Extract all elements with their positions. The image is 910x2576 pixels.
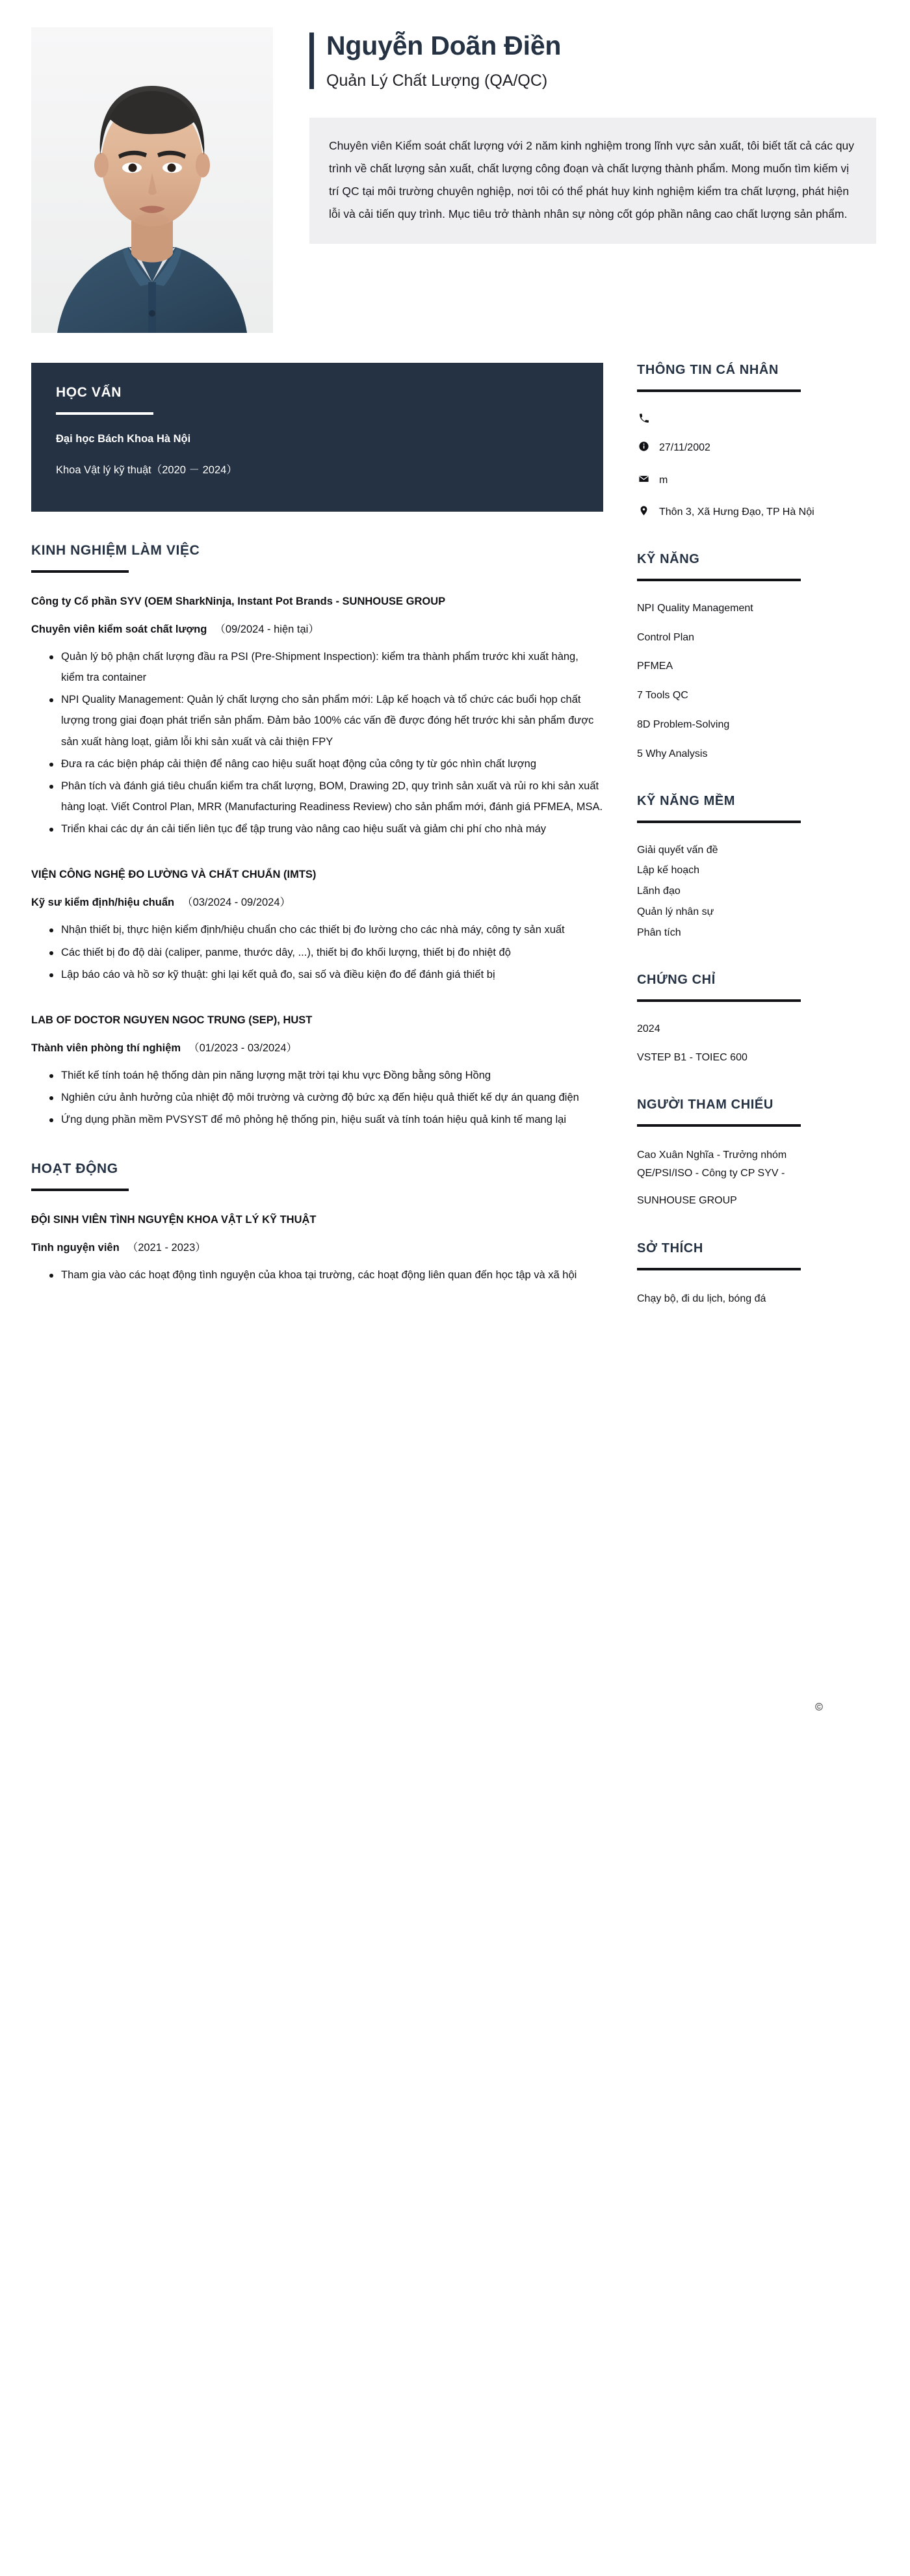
- job-bullet: Nhận thiết bị, thực hiện kiểm định/hiệu chuẩn cho các thiết bị đo lường cho các nhà máy, công ty sản xuất: [48, 919, 603, 940]
- job-bullets: [31, 919, 603, 985]
- job-title: Quản Lý Chất Lượng (QA/QC): [326, 72, 548, 90]
- soft-skills-heading: KỸ NĂNG MỀM: [637, 793, 736, 808]
- activity-bullets: [31, 1265, 603, 1285]
- job-bullet: Đưa ra các biện pháp cải thiện để nâng cao hiệu suất hoạt động của công ty từ góc nhìn chất lượng: [48, 754, 603, 774]
- job-period: （03/2024 - 09/2024）: [182, 897, 291, 909]
- contact-row-phone: [637, 412, 876, 424]
- job-company: Công ty Cổ phần SYV (OEM SharkNinja, Instant Pot Brands - SUNHOUSE GROUP: [31, 596, 446, 607]
- contact-row-email: [637, 472, 876, 489]
- job-role: Chuyên viên kiểm soát chất lượng: [31, 623, 207, 635]
- job-role-line: [31, 1039, 603, 1057]
- education-section: [31, 363, 603, 512]
- skills-rule: [637, 579, 801, 581]
- activity-bullet: Tham gia vào các hoạt động tình nguyện của khoa tại trường, các hoạt động liên quan đến học tập và xã hội: [48, 1265, 603, 1285]
- activity-period: （2021 - 2023）: [127, 1242, 206, 1254]
- certificate-detail: VSTEP B1 - TOIEC 600: [637, 1052, 748, 1064]
- list-item: NPI Quality Management: [637, 602, 753, 614]
- experience-item: [31, 592, 603, 839]
- certificates-list: [637, 1021, 876, 1067]
- soft-skills-rule: [637, 821, 801, 823]
- contact-birthdate-value: 27/11/2002: [659, 442, 710, 453]
- education-school: Đại học Bách Khoa Hà Nội: [56, 433, 191, 445]
- activity-role-line: [31, 1239, 603, 1257]
- references-rule: [637, 1124, 801, 1127]
- reference-line-3: SUNHOUSE GROUP: [637, 1195, 737, 1207]
- job-company: LAB OF DOCTOR NGUYEN NGOC TRUNG (SEP), HUST: [31, 1014, 313, 1026]
- copyright-icon: [814, 1702, 824, 1711]
- certificate-year: 2024: [637, 1023, 660, 1034]
- skills-section: [637, 552, 876, 763]
- personal-info-rule: [637, 389, 801, 392]
- job-bullet: Nghiên cứu ảnh hưởng của nhiệt độ môi trường và cường độ bức xạ đến hiệu quả thiết kế dự án quang điện: [48, 1087, 603, 1108]
- experience-item: [31, 1011, 603, 1130]
- references-section: [637, 1097, 876, 1210]
- activities-rule: [31, 1189, 129, 1191]
- hobbies-heading: SỞ THÍCH: [637, 1241, 703, 1256]
- list-item: Phân tích: [637, 927, 681, 938]
- page-title: Nguyễn Doãn Điền: [326, 31, 562, 60]
- personal-info-section: [637, 363, 876, 521]
- contact-address-value: Thôn 3, Xã Hưng Đạo, TP Hà Nội: [659, 506, 814, 518]
- list-item: 7 Tools QC: [637, 690, 688, 702]
- experience-heading: KINH NGHIỆM LÀM VIỆC: [31, 543, 200, 558]
- education-heading: HỌC VẤN: [56, 385, 122, 400]
- personal-info-list: [637, 412, 876, 521]
- activity-org: ĐỘI SINH VIÊN TÌNH NGUYỆN KHOA VẬT LÝ KỸ THUẬT: [31, 1214, 317, 1226]
- reference-line-1: Cao Xuân Nghĩa - Trưởng nhóm: [637, 1150, 787, 1161]
- reference-spacer: [637, 1183, 876, 1192]
- job-bullet: Ứng dụng phần mềm PVSYST để mô phỏng hệ thống pin, hiệu suất và tính toán hiệu quả kinh tế mang lại: [48, 1109, 603, 1130]
- activities-section: [31, 1161, 603, 1285]
- list-item: 8D Problem-Solving: [637, 718, 730, 730]
- profile-summary: Chuyên viên Kiểm soát chất lượng với 2 năm kinh nghiệm trong lĩnh vực sản xuất, tôi biết tất cả các quy trình về chất lượng sản xuất, chất lượng công đoạn và chất lượng thành phẩm. Mong muốn tìm kiếm vị trí QC tại môi trường chuyên nghiệp, nơi tôi có thể phát huy kinh nghiệm kiểm tra chất lượng, phát hiện lỗi và cải tiến quy trình. Mục tiêu trở thành nhân sự nòng cốt góp phần nâng cao chất lượng sản phẩm.: [309, 118, 876, 244]
- job-period: （01/2023 - 03/2024）: [188, 1042, 298, 1054]
- list-item: Lãnh đạo: [637, 886, 681, 897]
- job-company: VIỆN CÔNG NGHỆ ĐO LƯỜNG VÀ CHẤT CHUẨN (IMTS): [31, 869, 317, 881]
- mail-icon: [637, 472, 650, 484]
- experience-item: [31, 865, 603, 984]
- phone-icon: [637, 412, 650, 424]
- activity-item: [31, 1211, 603, 1285]
- experience-rule: [31, 570, 129, 573]
- list-item: 5 Why Analysis: [637, 748, 708, 759]
- hobbies-text: Chạy bộ, đi du lịch, bóng đá: [637, 1293, 766, 1305]
- contact-row-birthdate: [637, 440, 876, 456]
- list-item: PFMEA: [637, 661, 673, 672]
- list-item: Lập kế hoạch: [637, 865, 700, 876]
- sidebar-column: [603, 363, 876, 1308]
- certificates-heading: CHỨNG CHỈ: [637, 972, 716, 987]
- job-role-line: [31, 893, 603, 912]
- reference-entry: [637, 1146, 876, 1210]
- personal-info-heading: THÔNG TIN CÁ NHÂN: [637, 363, 779, 377]
- job-period: （09/2024 - hiện tại）: [214, 623, 319, 635]
- list-item: Control Plan: [637, 631, 695, 643]
- main-column: [31, 363, 603, 1311]
- job-bullets: [31, 1065, 603, 1131]
- activity-role: Tình nguyện viên: [31, 1242, 120, 1254]
- references-heading: NGƯỜI THAM CHIẾU: [637, 1097, 774, 1112]
- name-block: [309, 30, 876, 92]
- education-rule: [56, 412, 153, 415]
- certificates-section: [637, 973, 876, 1067]
- job-bullet: Triển khai các dự án cải tiến liên tục để tập trung vào nâng cao hiệu suất và giảm chi phí cho nhà máy: [48, 819, 603, 839]
- job-bullets: [31, 646, 603, 840]
- skills-heading: KỸ NĂNG: [637, 551, 700, 566]
- job-role: Thành viên phòng thí nghiệm: [31, 1042, 181, 1054]
- soft-skills-list: [637, 843, 876, 941]
- experience-section: [31, 543, 603, 1130]
- hobbies-section: [637, 1241, 876, 1308]
- skills-list: [637, 601, 876, 763]
- avatar: [31, 27, 273, 333]
- hobbies-rule: [637, 1268, 801, 1270]
- location-icon: [637, 504, 650, 516]
- header-text-block: [273, 27, 876, 244]
- certificates-rule: [637, 999, 801, 1002]
- info-icon: [637, 440, 650, 452]
- job-role-line: [31, 620, 603, 638]
- job-role: Kỹ sư kiểm định/hiệu chuẩn: [31, 897, 175, 909]
- contact-email-value: m: [659, 474, 668, 486]
- job-bullet: Lập báo cáo và hồ sơ kỹ thuật: ghi lại kết quả đo, sai số và điều kiện đo để đánh giá thiết bị: [48, 964, 603, 985]
- job-bullet: Quản lý bộ phận chất lượng đầu ra PSI (Pre-Shipment Inspection): kiểm tra thành phẩm trước khi xuất hàng, kiểm tra container: [48, 646, 603, 688]
- portrait-photo-icon: [31, 27, 273, 333]
- list-item: Giải quyết vấn đề: [637, 844, 718, 856]
- contact-row-address: [637, 504, 876, 521]
- soft-skills-section: [637, 794, 876, 941]
- list-item: Quản lý nhân sự: [637, 906, 714, 917]
- education-major: Khoa Vật lý kỹ thuật（2020 － 2024）: [56, 464, 237, 476]
- job-bullet: Thiết kế tính toán hệ thống dàn pin năng lượng mặt trời tại khu vực Đồng bằng sông Hồng: [48, 1065, 603, 1086]
- activities-heading: HOẠT ĐỘNG: [31, 1161, 118, 1177]
- job-bullet: NPI Quality Management: Quản lý chất lượng cho sản phẩm mới: Lập kế hoạch và tổ chức các buổi họp chất lượng trong giai đoạn phát triển sản phẩm. Đảm bảo 100% các vấn đề được đóng hết trước khi sản phẩm được sản xuất hàng loạt, giảm lỗi khi sản xuất và cải thiện FPY: [48, 689, 603, 752]
- cv-body: [0, 333, 910, 1311]
- job-bullet: Các thiết bị đo độ dài (caliper, panme, thước dây, ...), thiết bị đo khối lượng, thiết bị đo nhiệt độ: [48, 942, 603, 963]
- job-bullet: Phân tích và đánh giá tiêu chuẩn kiểm tra chất lượng, BOM, Drawing 2D, quy trình sản xuất và rủi ro khi sản xuất hàng loạt. Viết Control Plan, MRR (Manufacturing Readiness Review) cho sản phẩm mới, đánh giá PFMEA, MSA.: [48, 776, 603, 817]
- reference-line-2: QE/PSI/ISO - Công ty CP SYV -: [637, 1168, 785, 1179]
- cv-header: [0, 0, 910, 333]
